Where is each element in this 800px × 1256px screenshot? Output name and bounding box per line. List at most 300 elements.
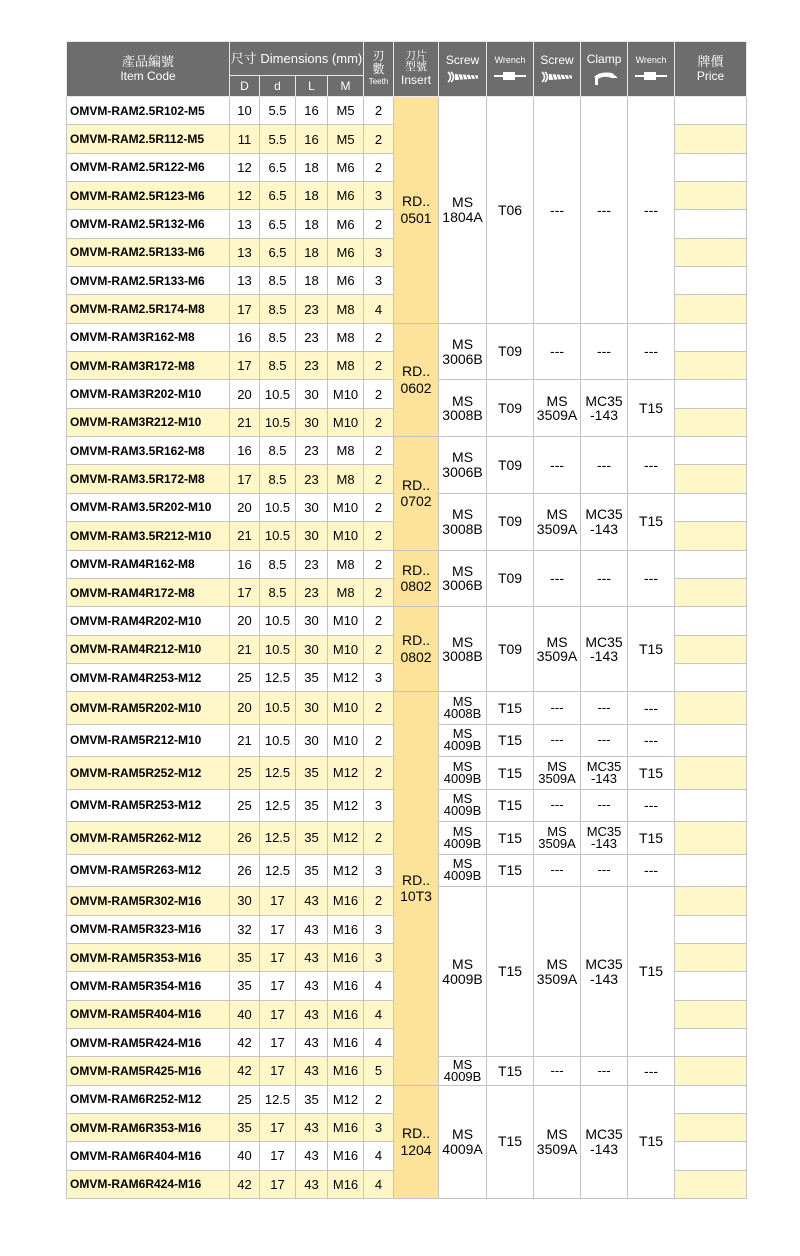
dim-l: 23 — [296, 465, 328, 493]
header-teeth: 刃數 Teeth — [364, 42, 394, 97]
dim-m: M8 — [328, 295, 364, 323]
clamp-cell: --- — [581, 1057, 628, 1085]
dim-d: 25 — [230, 789, 260, 822]
dim-d: 10 — [230, 97, 260, 125]
dim-z: 3 — [364, 182, 394, 210]
dim-d: 8.5 — [260, 323, 296, 351]
table-body — [67, 97, 747, 1199]
dim-m: M10 — [328, 380, 364, 408]
insert-cell: RD.. 10T3 — [394, 692, 439, 1085]
dim-m: M10 — [328, 692, 364, 725]
item-code: OMVM-RAM3R212-M10 — [67, 408, 230, 436]
dim-d: 17 — [260, 1142, 296, 1170]
dim-m: M6 — [328, 267, 364, 295]
dim-m: M6 — [328, 182, 364, 210]
screw-cell: MS 4009B — [439, 822, 487, 855]
clamp-cell: MC35 -143 — [581, 607, 628, 692]
dim-l: 23 — [296, 437, 328, 465]
item-code: OMVM-RAM2.5R123-M6 — [67, 182, 230, 210]
dim-z: 5 — [364, 1057, 394, 1085]
dim-z: 3 — [364, 915, 394, 943]
dim-l: 30 — [296, 724, 328, 757]
dim-z: 4 — [364, 295, 394, 323]
wrench-cell: T09 — [487, 607, 534, 692]
wrench-2-cell: --- — [628, 789, 675, 822]
dim-d: 8.5 — [260, 550, 296, 578]
price-cell[interactable] — [675, 724, 747, 757]
dim-d: 8.5 — [260, 295, 296, 323]
dim-d: 13 — [230, 267, 260, 295]
dim-m: M16 — [328, 1170, 364, 1198]
price-cell[interactable] — [675, 295, 747, 323]
screw-icon — [445, 70, 481, 84]
dim-d: 6.5 — [260, 153, 296, 181]
dim-d: 17 — [230, 352, 260, 380]
dim-m: M8 — [328, 578, 364, 606]
dim-z: 2 — [364, 550, 394, 578]
insert-cell: RD.. 0802 — [394, 550, 439, 607]
price-cell[interactable] — [675, 1000, 747, 1028]
dim-d: 42 — [230, 1057, 260, 1085]
dim-d: 10.5 — [260, 522, 296, 550]
dim-l: 35 — [296, 789, 328, 822]
wrench-2-cell: T15 — [628, 607, 675, 692]
screw-cell: MS 4009B — [439, 789, 487, 822]
item-code: OMVM-RAM2.5R122-M6 — [67, 153, 230, 181]
header-D: D — [230, 76, 260, 97]
dim-m: M16 — [328, 1113, 364, 1141]
dim-z: 3 — [364, 267, 394, 295]
dim-d: 40 — [230, 1142, 260, 1170]
item-code: OMVM-RAM5R354-M16 — [67, 972, 230, 1000]
wrench-icon — [492, 69, 528, 83]
dim-m: M16 — [328, 1057, 364, 1085]
clamp-cell: MC35 -143 — [581, 887, 628, 1057]
dim-d: 25 — [230, 757, 260, 790]
item-code: OMVM-RAM5R425-M16 — [67, 1057, 230, 1085]
header-screw: Screw — [439, 42, 487, 97]
dim-d: 30 — [230, 887, 260, 915]
price-cell[interactable] — [675, 789, 747, 822]
dim-d: 35 — [230, 1113, 260, 1141]
item-code: OMVM-RAM5R424-M16 — [67, 1028, 230, 1056]
screw-cell: MS 4009B — [439, 1057, 487, 1085]
item-code: OMVM-RAM5R302-M16 — [67, 887, 230, 915]
dim-l: 43 — [296, 943, 328, 971]
price-cell[interactable] — [675, 238, 747, 266]
price-cell[interactable] — [675, 692, 747, 725]
dim-z: 2 — [364, 437, 394, 465]
dim-d: 17 — [260, 972, 296, 1000]
dim-d: 21 — [230, 635, 260, 663]
dim-m: M12 — [328, 757, 364, 790]
price-cell[interactable] — [675, 757, 747, 790]
wrench-cell: T09 — [487, 550, 534, 607]
price-cell[interactable] — [675, 97, 747, 125]
clamp-cell: --- — [581, 437, 628, 494]
dim-d: 8.5 — [260, 437, 296, 465]
dim-m: M16 — [328, 943, 364, 971]
dim-l: 30 — [296, 607, 328, 635]
price-cell[interactable] — [675, 854, 747, 887]
dim-d: 8.5 — [260, 578, 296, 606]
screw-2-cell: --- — [534, 724, 581, 757]
item-code: OMVM-RAM5R323-M16 — [67, 915, 230, 943]
price-cell[interactable] — [675, 607, 747, 635]
dim-z: 2 — [364, 125, 394, 153]
clamp-cell: --- — [581, 550, 628, 607]
item-code: OMVM-RAM2.5R174-M8 — [67, 295, 230, 323]
wrench-2-cell: --- — [628, 854, 675, 887]
price-cell[interactable] — [675, 465, 747, 493]
dim-d: 17 — [260, 1170, 296, 1198]
dim-m: M16 — [328, 1028, 364, 1056]
price-cell[interactable] — [675, 635, 747, 663]
dim-d: 17 — [260, 1057, 296, 1085]
wrench-cell: T15 — [487, 724, 534, 757]
dim-d: 17 — [260, 943, 296, 971]
price-cell[interactable] — [675, 663, 747, 691]
item-code: OMVM-RAM5R263-M12 — [67, 854, 230, 887]
screw-2-cell: MS 3509A — [534, 822, 581, 855]
dim-d: 10.5 — [260, 692, 296, 725]
price-cell[interactable] — [675, 550, 747, 578]
dim-d: 17 — [260, 1113, 296, 1141]
dim-l: 43 — [296, 1057, 328, 1085]
header-clamp: Clamp — [581, 42, 628, 97]
screw-cell: MS 3008B — [439, 493, 487, 550]
screw-2-cell: MS 3509A — [534, 607, 581, 692]
dim-d: 25 — [230, 1085, 260, 1113]
item-code: OMVM-RAM5R212-M10 — [67, 724, 230, 757]
dim-d: 17 — [230, 578, 260, 606]
dim-m: M16 — [328, 887, 364, 915]
item-code: OMVM-RAM2.5R132-M6 — [67, 210, 230, 238]
wrench-cell: T15 — [487, 1057, 534, 1085]
item-code: OMVM-RAM5R202-M10 — [67, 692, 230, 725]
item-code: OMVM-RAM6R424-M16 — [67, 1170, 230, 1198]
wrench-cell: T15 — [487, 1085, 534, 1198]
dim-l: 35 — [296, 1085, 328, 1113]
dim-l: 35 — [296, 663, 328, 691]
clamp-cell: --- — [581, 724, 628, 757]
header-screw-2: Screw — [534, 42, 581, 97]
price-cell[interactable] — [675, 822, 747, 855]
item-code: OMVM-RAM4R253-M12 — [67, 663, 230, 691]
dim-d: 11 — [230, 125, 260, 153]
dim-z: 2 — [364, 97, 394, 125]
dim-d: 16 — [230, 323, 260, 351]
header-wrench: Wrench — [487, 42, 534, 97]
dim-z: 4 — [364, 1000, 394, 1028]
price-cell[interactable] — [675, 1028, 747, 1056]
dim-d: 12.5 — [260, 854, 296, 887]
dim-d: 12 — [230, 153, 260, 181]
header-L: L — [296, 76, 328, 97]
dim-d: 6.5 — [260, 182, 296, 210]
screw-2-cell: MS 3509A — [534, 380, 581, 437]
price-cell[interactable] — [675, 1085, 747, 1113]
dim-l: 30 — [296, 408, 328, 436]
dim-d: 17 — [230, 465, 260, 493]
dim-l: 30 — [296, 493, 328, 521]
item-code: OMVM-RAM2.5R133-M6 — [67, 238, 230, 266]
header-price: 牌價 Price — [675, 42, 747, 97]
insert-cell: RD.. 0702 — [394, 437, 439, 550]
screw-2-cell: MS 3509A — [534, 887, 581, 1057]
dim-z: 2 — [364, 522, 394, 550]
screw-cell: MS 4009B — [439, 757, 487, 790]
screw-cell: MS 4008B — [439, 692, 487, 725]
dim-z: 2 — [364, 380, 394, 408]
screw-cell: MS 3006B — [439, 323, 487, 380]
item-code: OMVM-RAM6R252-M12 — [67, 1085, 230, 1113]
wrench-cell: T15 — [487, 822, 534, 855]
dim-l: 18 — [296, 210, 328, 238]
item-code: OMVM-RAM5R262-M12 — [67, 822, 230, 855]
dim-m: M10 — [328, 493, 364, 521]
dim-l: 18 — [296, 153, 328, 181]
screw-2-cell: --- — [534, 323, 581, 380]
price-cell[interactable] — [675, 1142, 747, 1170]
item-code: OMVM-RAM5R404-M16 — [67, 1000, 230, 1028]
item-code: OMVM-RAM2.5R133-M6 — [67, 267, 230, 295]
dim-m: M10 — [328, 724, 364, 757]
wrench-cell: T09 — [487, 323, 534, 380]
table-row — [67, 607, 747, 635]
dim-l: 43 — [296, 1113, 328, 1141]
clamp-cell: MC35 -143 — [581, 822, 628, 855]
dim-m: M8 — [328, 437, 364, 465]
dim-d: 17 — [260, 915, 296, 943]
wrench-2-cell: T15 — [628, 887, 675, 1057]
screw-2-cell: --- — [534, 789, 581, 822]
wrench-cell: T09 — [487, 380, 534, 437]
price-cell[interactable] — [675, 972, 747, 1000]
dim-l: 35 — [296, 822, 328, 855]
clamp-cell: --- — [581, 692, 628, 725]
screw-cell: MS 1804A — [439, 97, 487, 324]
dim-d: 5.5 — [260, 97, 296, 125]
wrench-cell: T15 — [487, 789, 534, 822]
dim-m: M8 — [328, 323, 364, 351]
price-cell[interactable] — [675, 182, 747, 210]
wrench-2-cell: --- — [628, 692, 675, 725]
clamp-cell: --- — [581, 789, 628, 822]
screw-2-cell: MS 3509A — [534, 493, 581, 550]
price-cell[interactable] — [675, 493, 747, 521]
price-cell[interactable] — [675, 352, 747, 380]
table-row — [67, 550, 747, 578]
screw-2-cell: --- — [534, 692, 581, 725]
table-row — [67, 97, 747, 125]
item-code: OMVM-RAM4R162-M8 — [67, 550, 230, 578]
clamp-cell: MC35 -143 — [581, 757, 628, 790]
dim-d: 5.5 — [260, 125, 296, 153]
dim-d: 13 — [230, 210, 260, 238]
price-cell[interactable] — [675, 1113, 747, 1141]
dim-d: 16 — [230, 437, 260, 465]
dim-l: 30 — [296, 522, 328, 550]
clamp-cell: MC35 -143 — [581, 380, 628, 437]
wrench-cell: T15 — [487, 854, 534, 887]
dim-z: 3 — [364, 943, 394, 971]
dim-z: 4 — [364, 1028, 394, 1056]
screw-cell: MS 3008B — [439, 380, 487, 437]
price-cell[interactable] — [675, 153, 747, 181]
item-code: OMVM-RAM4R202-M10 — [67, 607, 230, 635]
wrench-2-cell: T15 — [628, 1085, 675, 1198]
price-cell[interactable] — [675, 915, 747, 943]
item-code: OMVM-RAM4R172-M8 — [67, 578, 230, 606]
clamp-cell: --- — [581, 97, 628, 324]
dim-l: 18 — [296, 267, 328, 295]
dim-l: 43 — [296, 1170, 328, 1198]
dim-d: 40 — [230, 1000, 260, 1028]
dim-d: 26 — [230, 822, 260, 855]
table-row — [67, 437, 747, 465]
item-code: OMVM-RAM6R404-M16 — [67, 1142, 230, 1170]
dim-d: 6.5 — [260, 210, 296, 238]
dim-z: 2 — [364, 323, 394, 351]
wrench-2-cell: --- — [628, 323, 675, 380]
wrench-2-cell: T15 — [628, 493, 675, 550]
dim-m: M5 — [328, 97, 364, 125]
wrench-2-cell: T15 — [628, 822, 675, 855]
dim-z: 2 — [364, 493, 394, 521]
price-cell[interactable] — [675, 380, 747, 408]
dim-d: 10.5 — [260, 408, 296, 436]
dim-d: 20 — [230, 380, 260, 408]
dim-m: M10 — [328, 607, 364, 635]
dim-l: 23 — [296, 295, 328, 323]
dim-d: 42 — [230, 1028, 260, 1056]
insert-cell: RD.. 0602 — [394, 323, 439, 436]
dim-d: 17 — [260, 887, 296, 915]
item-code: OMVM-RAM3.5R172-M8 — [67, 465, 230, 493]
dim-l: 23 — [296, 578, 328, 606]
dim-d: 32 — [230, 915, 260, 943]
dim-m: M16 — [328, 1142, 364, 1170]
screw-cell: MS 4009B — [439, 724, 487, 757]
price-cell[interactable] — [675, 522, 747, 550]
dim-l: 30 — [296, 380, 328, 408]
wrench-2-cell: --- — [628, 1057, 675, 1085]
dim-d: 10.5 — [260, 724, 296, 757]
dim-d: 21 — [230, 724, 260, 757]
dim-d: 12.5 — [260, 1085, 296, 1113]
price-cell[interactable] — [675, 1057, 747, 1085]
dim-d: 26 — [230, 854, 260, 887]
dim-d: 42 — [230, 1170, 260, 1198]
header-item-code: 產品編號 Item Code — [67, 42, 230, 97]
dim-z: 2 — [364, 887, 394, 915]
price-cell[interactable] — [675, 210, 747, 238]
dim-l: 43 — [296, 1000, 328, 1028]
price-cell[interactable] — [675, 408, 747, 436]
header-insert: 刀片型號 Insert — [394, 42, 439, 97]
dim-z: 3 — [364, 854, 394, 887]
clamp-icon — [586, 69, 622, 85]
dim-d: 8.5 — [260, 352, 296, 380]
dim-l: 16 — [296, 125, 328, 153]
wrench-cell: T15 — [487, 757, 534, 790]
price-cell[interactable] — [675, 125, 747, 153]
dim-z: 3 — [364, 1113, 394, 1141]
dim-l: 43 — [296, 1028, 328, 1056]
wrench-cell: T06 — [487, 97, 534, 324]
dim-l: 35 — [296, 757, 328, 790]
dim-l: 43 — [296, 887, 328, 915]
dim-l: 18 — [296, 238, 328, 266]
price-cell[interactable] — [675, 1170, 747, 1198]
price-cell[interactable] — [675, 323, 747, 351]
clamp-cell: --- — [581, 854, 628, 887]
dim-l: 23 — [296, 352, 328, 380]
header-wrench-2: Wrench — [628, 42, 675, 97]
price-cell[interactable] — [675, 943, 747, 971]
dim-l: 35 — [296, 854, 328, 887]
dim-z: 3 — [364, 789, 394, 822]
clamp-cell: --- — [581, 323, 628, 380]
dim-z: 2 — [364, 1085, 394, 1113]
dim-d: 6.5 — [260, 238, 296, 266]
item-code: OMVM-RAM5R253-M12 — [67, 789, 230, 822]
dim-m: M8 — [328, 352, 364, 380]
dim-d: 12.5 — [260, 822, 296, 855]
dim-m: M10 — [328, 635, 364, 663]
item-code: OMVM-RAM3R202-M10 — [67, 380, 230, 408]
wrench-2-cell: --- — [628, 97, 675, 324]
screw-cell: MS 3006B — [439, 550, 487, 607]
dim-d: 12.5 — [260, 757, 296, 790]
price-cell[interactable] — [675, 267, 747, 295]
wrench-2-cell: --- — [628, 724, 675, 757]
insert-cell: RD.. 1204 — [394, 1085, 439, 1198]
price-cell[interactable] — [675, 437, 747, 465]
dim-z: 2 — [364, 607, 394, 635]
item-code: OMVM-RAM3.5R202-M10 — [67, 493, 230, 521]
dim-m: M12 — [328, 854, 364, 887]
item-code: OMVM-RAM3R162-M8 — [67, 323, 230, 351]
price-cell[interactable] — [675, 578, 747, 606]
wrench-icon — [633, 69, 669, 83]
dim-d: 35 — [230, 943, 260, 971]
item-code: OMVM-RAM6R353-M16 — [67, 1113, 230, 1141]
dim-z: 4 — [364, 1142, 394, 1170]
item-code: OMVM-RAM5R353-M16 — [67, 943, 230, 971]
dim-d: 17 — [260, 1028, 296, 1056]
dim-m: M8 — [328, 550, 364, 578]
dim-d: 13 — [230, 238, 260, 266]
dim-d: 35 — [230, 972, 260, 1000]
dim-z: 3 — [364, 238, 394, 266]
dim-l: 16 — [296, 97, 328, 125]
item-code: OMVM-RAM4R212-M10 — [67, 635, 230, 663]
header-M: M — [328, 76, 364, 97]
dim-z: 2 — [364, 822, 394, 855]
dim-d: 17 — [230, 295, 260, 323]
wrench-2-cell: T15 — [628, 757, 675, 790]
dim-d: 10.5 — [260, 380, 296, 408]
price-cell[interactable] — [675, 887, 747, 915]
dim-m: M6 — [328, 238, 364, 266]
dim-z: 2 — [364, 153, 394, 181]
dim-m: M6 — [328, 153, 364, 181]
dim-d: 21 — [230, 408, 260, 436]
dim-m: M8 — [328, 465, 364, 493]
wrench-2-cell: --- — [628, 550, 675, 607]
